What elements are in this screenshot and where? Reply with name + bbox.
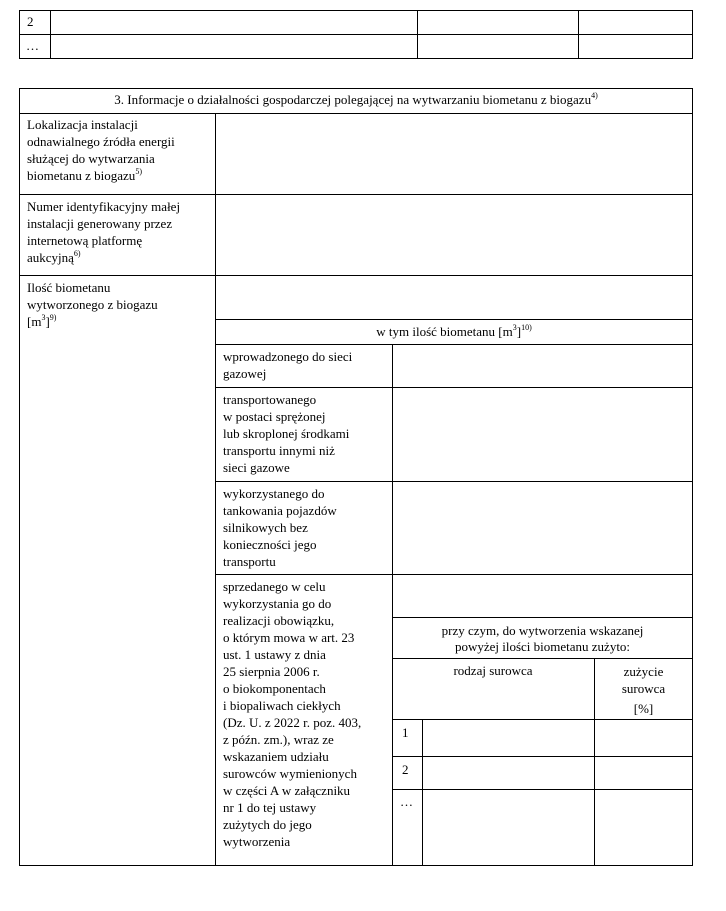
top-row-number: 2 [27, 14, 34, 29]
feedstock-type-field[interactable] [423, 790, 594, 865]
top-row-number: … [26, 38, 39, 53]
feedstock-row-number: … [400, 794, 413, 809]
feedstock-type-header: rodzaj surowca [453, 663, 533, 678]
quantity-value-field[interactable] [216, 276, 692, 319]
transported-value-field[interactable] [393, 388, 692, 481]
feedstock-usage-field[interactable] [595, 757, 692, 789]
feedstock-type-field[interactable] [423, 720, 594, 756]
feedstock-row-number: 1 [402, 725, 409, 740]
grid-injected-value-field[interactable] [393, 345, 692, 387]
feedstock-usage-field[interactable] [595, 790, 692, 865]
location-value-field[interactable] [216, 114, 692, 194]
section3-heading: 3. Informacje o działalności gospodarczej polegającej na wytwarzaniu biometanu z biogazu$^{4)}$ [114, 90, 598, 107]
feedstock-usage-field[interactable] [595, 720, 692, 756]
including-heading: w tym ilość biometanu $[m^3]^{10)}$ [376, 322, 532, 339]
refueling-value-field[interactable] [393, 482, 692, 574]
feedstock-type-field[interactable] [423, 757, 594, 789]
feedstock-row-number: 2 [402, 762, 409, 777]
id-number-value-field[interactable] [216, 195, 692, 275]
sold-value-field[interactable] [393, 575, 692, 617]
